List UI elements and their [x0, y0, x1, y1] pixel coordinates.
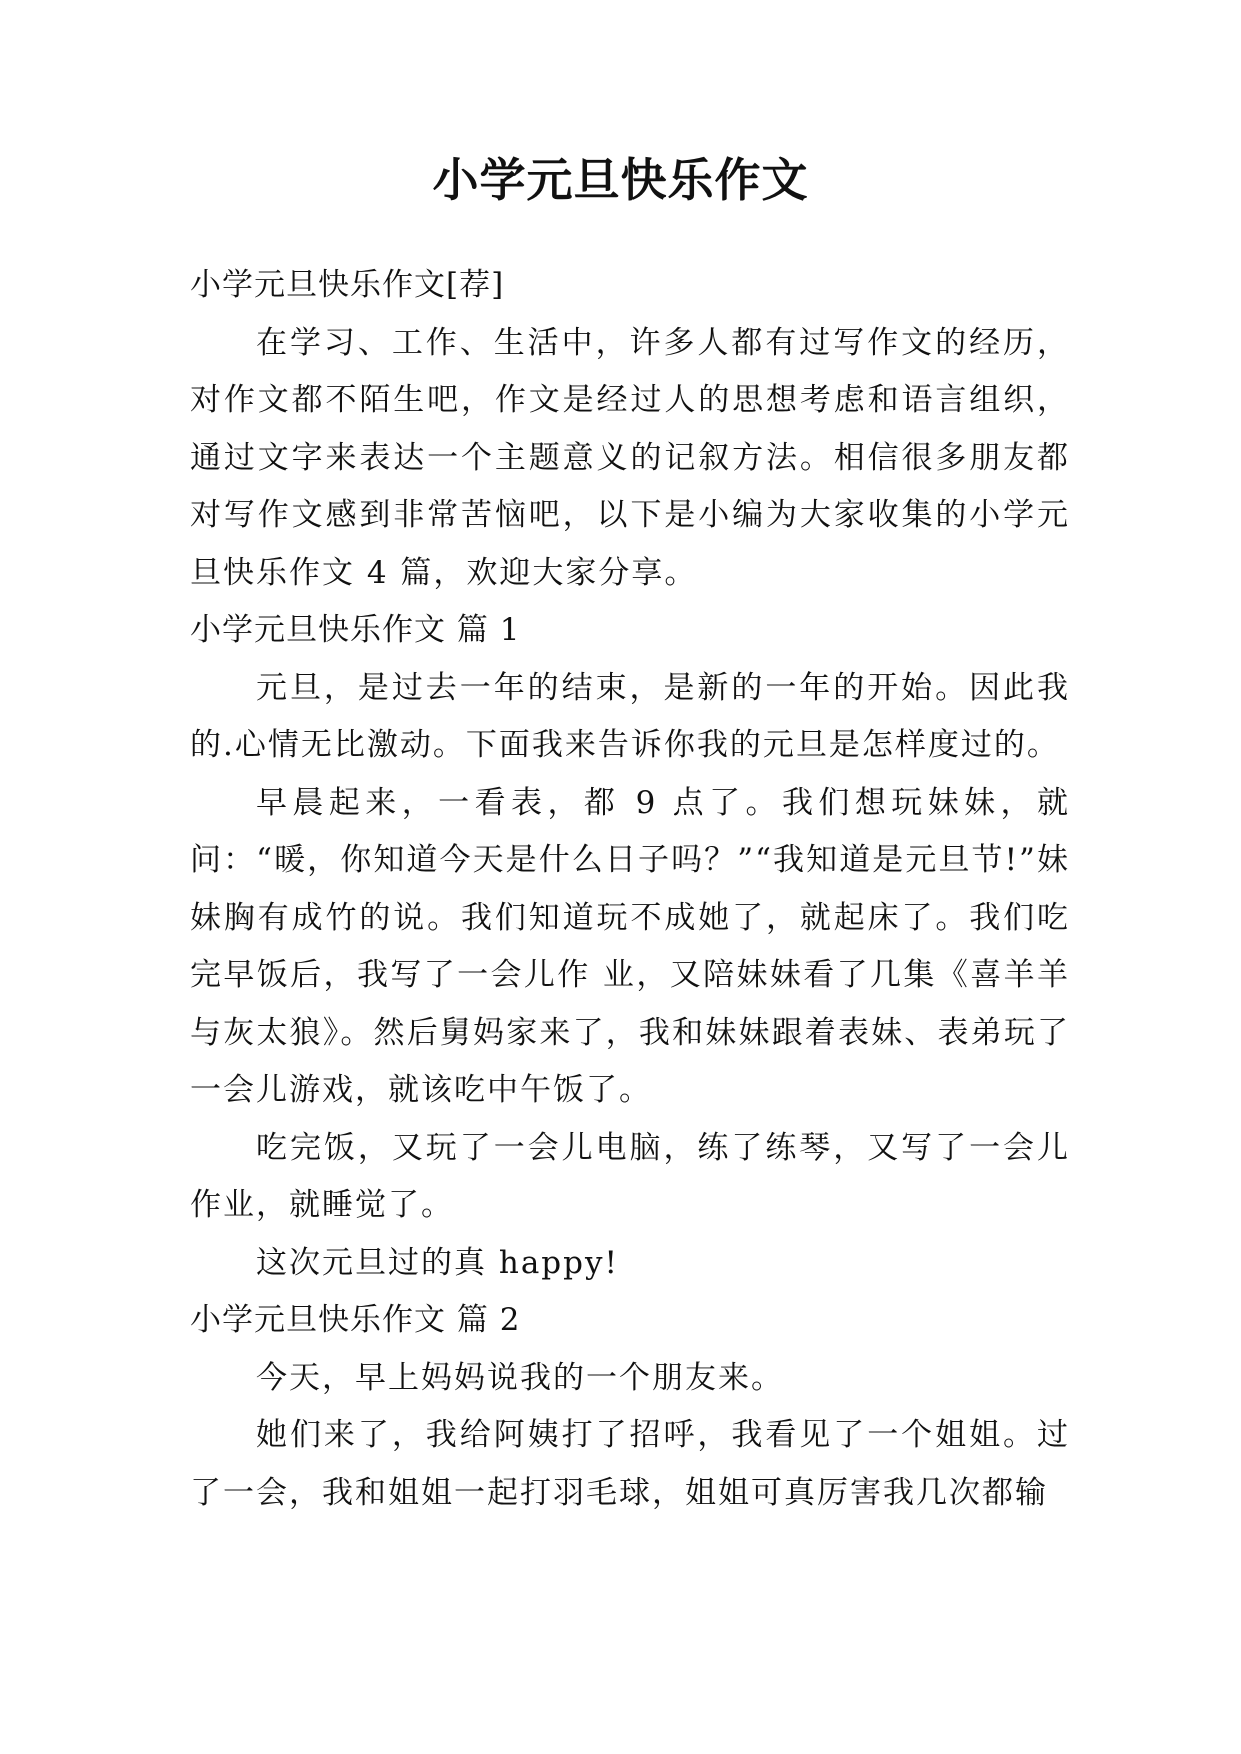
section-heading-part-2: 小学元旦快乐作文 篇 2	[190, 1302, 521, 1338]
paragraph: 她们来了，我给阿姨打了招呼，我看见了一个姐姐。过了一会，我和姐姐一起打羽毛球，姐姐可真厉害我几次都输	[190, 1417, 1070, 1511]
paragraph: 吃完饭，又玩了一会儿电脑，练了练琴，又写了一会儿作业，就睡觉了。	[190, 1129, 1070, 1223]
paragraph: 今天，早上妈妈说我的一个朋友来。	[256, 1359, 784, 1396]
section-heading-intro: 小学元旦快乐作文[荐]	[190, 267, 505, 303]
document-body	[190, 257, 1070, 1522]
document-title: 小学元旦快乐作文	[432, 153, 809, 207]
paragraph: 元旦，是过去一年的结束，是新的一年的开始。因此我的.心情无比激动。下面我来告诉你我的元旦是怎样度过的。	[190, 669, 1070, 763]
section-heading-part-1: 小学元旦快乐作文 篇 1	[190, 612, 521, 648]
paragraph: 这次元旦过的真 happy!	[256, 1244, 619, 1281]
paragraph-intro: 在学习、工作、生活中，许多人都有过写作文的经历，对作文都不陌生吧，作文是经过人的思想考虑和语言组织，通过文字来表达一个主题意义的记叙方法。相信很多朋友都对写作文感到非常苦恼吧，以下是小编为大家收集的小学元旦快乐作文 4 篇，欢迎大家分享。	[190, 324, 1070, 591]
paragraph: 早晨起来，一看表，都 9 点了。我们想玩妹妹，就问：“暖，你知道今天是什么日子吗？”“我知道是元旦节!”妹妹胸有成竹的说。我们知道玩不成她了，就起床了。我们吃完早饭后，我写了一会儿作 业，又陪妹妹看了几集《喜羊羊与灰太狼》。然后舅妈家来了，我和妹妹跟着表妹、表弟玩了一会儿游戏，就该吃中午饭了。	[190, 784, 1070, 1108]
